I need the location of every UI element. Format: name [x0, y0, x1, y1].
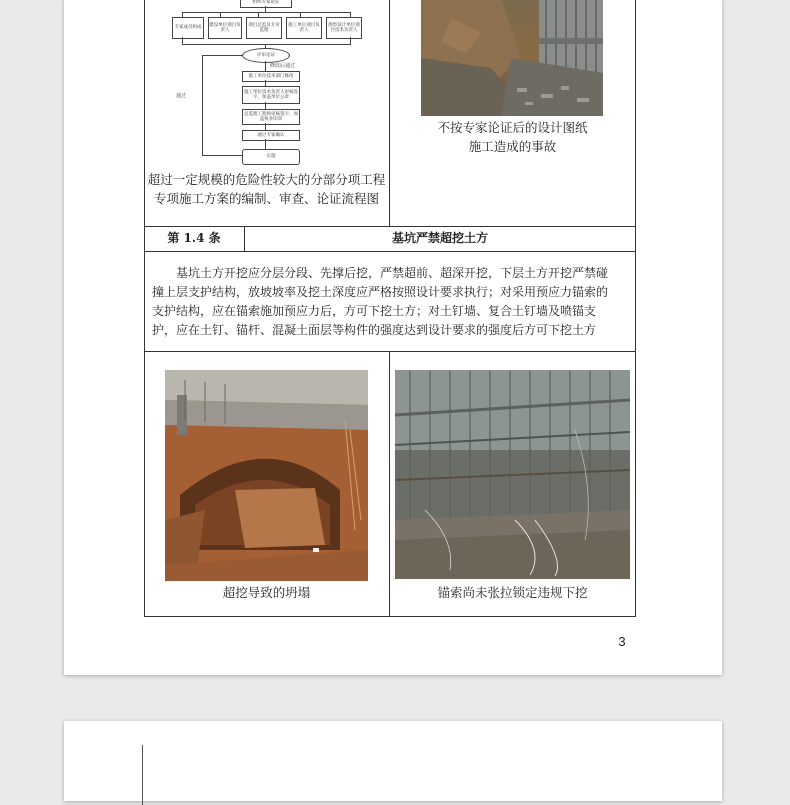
flowchart-row-box: 项目总监及专业监理 [246, 17, 282, 39]
accident-photo [421, 0, 603, 116]
caption-line: 不按专家论证后的设计图纸 [437, 120, 588, 135]
caption-line: 专项施工方案的编制、审查、论证流程图 [153, 191, 379, 206]
excavation-collapse-photo [421, 0, 603, 116]
approval-flowchart [172, 0, 362, 170]
flowchart-step: 通过专家确认 [242, 130, 300, 141]
flowchart-top-box: 组织专家论证 [240, 0, 292, 8]
body-line: 撞上层支护结构，放坡坡率及挖土深度应严格按照设计要求执行；对采用预应力锚索的 [152, 285, 609, 299]
section-body [152, 264, 630, 340]
body-line: 支护结构，应在锚索施加预应力后，方可下挖土方；对土钉墙、复合土钉墙及喷锚支 [152, 304, 597, 318]
caption-line: 施工造成的事故 [468, 139, 557, 154]
collapse-caption: 超挖导致的坍塌 [222, 585, 311, 600]
anchor-caption: 锚索尚未张拉锁定违规下挖 [437, 585, 588, 600]
flowchart-row-box: 专家成员组成 [172, 17, 204, 39]
table-left-border [144, 0, 145, 617]
flowchart-row-box: 施工单位项目负责人 [286, 17, 322, 39]
overexcavation-collapse-photo [165, 370, 368, 581]
flowchart-step: 施工单位技术部门修改 [242, 71, 300, 82]
flowchart-row-box: 勘察设计单位项目技术负责人 [326, 17, 362, 39]
document-page [64, 0, 722, 675]
table-rule [144, 251, 636, 252]
flowchart-final: 实施 [242, 149, 300, 165]
flowchart-row-box: 建设单位项目负责人 [208, 17, 242, 39]
collapse-photo [165, 370, 368, 581]
page-margin-rule [142, 745, 143, 805]
table-rule [144, 351, 636, 352]
flowchart-step: 总监理工程师审核签字、加盖执业印章 [242, 109, 300, 125]
section-title: 基坑严禁超挖土方 [391, 231, 488, 245]
table-right-border [635, 0, 636, 617]
section-number: 第 1.4 条 [167, 231, 221, 245]
flowchart-step: 施工单位技术负责人审核签字、加盖单位公章 [242, 86, 300, 104]
unlocked-anchor-excavation-photo [395, 370, 630, 579]
accident-caption [390, 118, 635, 156]
flowchart-caption [144, 170, 389, 208]
flowchart-decision: 评审论证 [242, 48, 290, 63]
anchor-photo [395, 370, 630, 579]
table-mid-divider-top [389, 0, 390, 227]
flowchart-modify-label: 修改后通过 [270, 63, 296, 69]
caption-line: 超过一定规模的危险性较大的分部分项工程 [147, 172, 386, 187]
body-line: 基坑土方开挖应分层分段、先撑后挖，严禁超前、超深开挖，下层土方开挖严禁碰 [176, 266, 609, 280]
page-number: 3 [618, 634, 626, 649]
body-line: 护，应在土钉、锚杆、混凝土面层等构件的强度达到设计要求的强度后方可下挖土方 [152, 323, 597, 337]
table-rule [144, 226, 636, 227]
table-mid-divider-bottom [389, 351, 390, 617]
flowchart-pass-label: 通过 [176, 93, 187, 99]
next-document-page [64, 721, 722, 801]
table-bottom-border [144, 616, 636, 617]
